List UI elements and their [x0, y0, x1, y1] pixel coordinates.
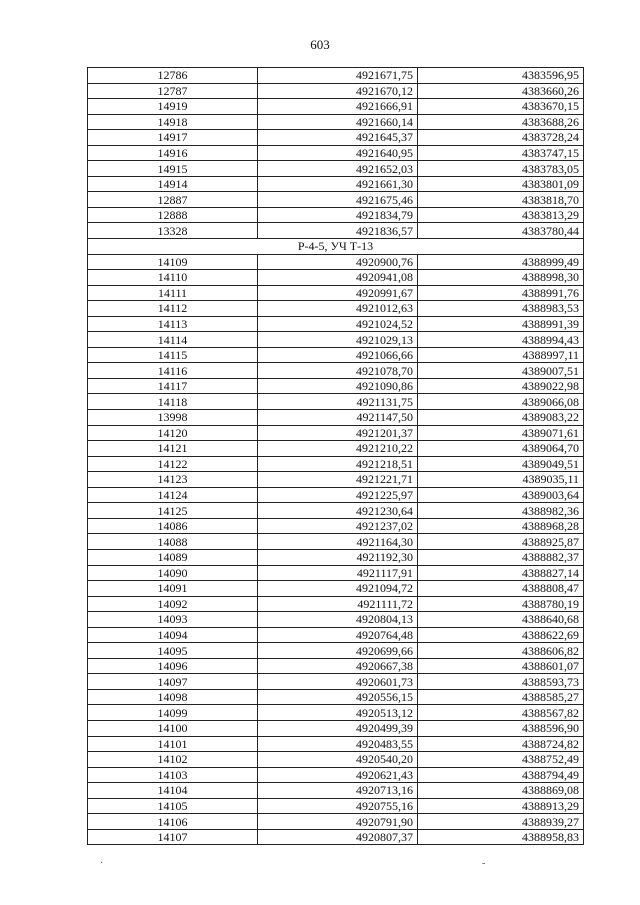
- point-number-cell: 14125: [88, 503, 258, 519]
- y-coordinate-cell: 4383596,95: [418, 68, 584, 84]
- x-coordinate-cell: 4920513,12: [258, 705, 418, 721]
- y-coordinate-cell: 4383670,15: [418, 99, 584, 115]
- table-row: [88, 83, 584, 99]
- point-number-cell: 14115: [88, 347, 258, 363]
- table-row: [88, 130, 584, 146]
- y-coordinate-cell: 4389083,22: [418, 410, 584, 426]
- table-row: [88, 99, 584, 115]
- table-row: [88, 658, 584, 674]
- point-number-cell: 14103: [88, 767, 258, 783]
- x-coordinate-cell: 4921652,03: [258, 161, 418, 177]
- point-number-cell: 14918: [88, 114, 258, 130]
- y-coordinate-cell: 4383728,24: [418, 130, 584, 146]
- point-number-cell: 14090: [88, 565, 258, 581]
- table-row: [88, 410, 584, 426]
- y-coordinate-cell: 4388968,28: [418, 518, 584, 534]
- table-row: [88, 425, 584, 441]
- x-coordinate-cell: 4921078,70: [258, 363, 418, 379]
- point-number-cell: 14088: [88, 534, 258, 550]
- table-row: [88, 192, 584, 208]
- point-number-cell: 14097: [88, 674, 258, 690]
- section-title: Р-4-5, УЧ Т-13: [88, 239, 584, 255]
- y-coordinate-cell: 4388601,07: [418, 658, 584, 674]
- y-coordinate-cell: 4388827,14: [418, 565, 584, 581]
- table-row: [88, 596, 584, 612]
- y-coordinate-cell: 4389022,98: [418, 378, 584, 394]
- point-number-cell: 14102: [88, 752, 258, 768]
- table-row: [88, 612, 584, 628]
- y-coordinate-cell: 4388794,49: [418, 767, 584, 783]
- table-row: [88, 68, 584, 84]
- x-coordinate-cell: 4921012,63: [258, 301, 418, 317]
- y-coordinate-cell: 4383813,29: [418, 207, 584, 223]
- y-coordinate-cell: 4388882,37: [418, 549, 584, 565]
- table-row: [88, 332, 584, 348]
- x-coordinate-cell: 4921834,79: [258, 207, 418, 223]
- x-coordinate-cell: 4921029,13: [258, 332, 418, 348]
- y-coordinate-cell: 4388593,73: [418, 674, 584, 690]
- point-number-cell: 14093: [88, 612, 258, 628]
- point-number-cell: 13328: [88, 223, 258, 239]
- table-row: [88, 829, 584, 845]
- x-coordinate-cell: 4921210,22: [258, 441, 418, 457]
- table-row: [88, 145, 584, 161]
- y-coordinate-cell: 4388991,76: [418, 285, 584, 301]
- table-row: [88, 472, 584, 488]
- y-coordinate-cell: 4383801,09: [418, 176, 584, 192]
- y-coordinate-cell: 4388752,49: [418, 752, 584, 768]
- point-number-cell: 14123: [88, 472, 258, 488]
- table-row: [88, 270, 584, 286]
- y-coordinate-cell: 4388567,82: [418, 705, 584, 721]
- scan-mark: ·: [100, 858, 104, 869]
- y-coordinate-cell: 4389003,64: [418, 487, 584, 503]
- y-coordinate-cell: 4388958,83: [418, 829, 584, 845]
- y-coordinate-cell: 4383780,44: [418, 223, 584, 239]
- table-row: [88, 534, 584, 550]
- table-row: [88, 114, 584, 130]
- x-coordinate-cell: 4920807,37: [258, 829, 418, 845]
- table-row: [88, 254, 584, 270]
- table-row: [88, 736, 584, 752]
- x-coordinate-cell: 4921671,75: [258, 68, 418, 84]
- point-number-cell: 14110: [88, 270, 258, 286]
- x-coordinate-cell: 4921024,52: [258, 316, 418, 332]
- table-row: [88, 207, 584, 223]
- y-coordinate-cell: 4388997,11: [418, 347, 584, 363]
- point-number-cell: 14915: [88, 161, 258, 177]
- point-number-cell: 14091: [88, 581, 258, 597]
- point-number-cell: 12787: [88, 83, 258, 99]
- x-coordinate-cell: 4921201,37: [258, 425, 418, 441]
- x-coordinate-cell: 4921640,95: [258, 145, 418, 161]
- x-coordinate-cell: 4920699,66: [258, 643, 418, 659]
- point-number-cell: 14113: [88, 316, 258, 332]
- y-coordinate-cell: 4389064,70: [418, 441, 584, 457]
- table-row: [88, 783, 584, 799]
- x-coordinate-cell: 4921221,71: [258, 472, 418, 488]
- y-coordinate-cell: 4388991,39: [418, 316, 584, 332]
- table-row: [88, 456, 584, 472]
- x-coordinate-cell: 4920900,76: [258, 254, 418, 270]
- table-section-row: [88, 239, 584, 255]
- table-row: [88, 689, 584, 705]
- x-coordinate-cell: 4920764,48: [258, 627, 418, 643]
- point-number-cell: 14101: [88, 736, 258, 752]
- x-coordinate-cell: 4921666,91: [258, 99, 418, 115]
- table-row: [88, 347, 584, 363]
- x-coordinate-cell: 4921660,14: [258, 114, 418, 130]
- x-coordinate-cell: 4921131,75: [258, 394, 418, 410]
- x-coordinate-cell: 4921192,30: [258, 549, 418, 565]
- x-coordinate-cell: 4920540,20: [258, 752, 418, 768]
- table-row: [88, 752, 584, 768]
- x-coordinate-cell: 4921237,02: [258, 518, 418, 534]
- y-coordinate-cell: 4388780,19: [418, 596, 584, 612]
- x-coordinate-cell: 4920667,38: [258, 658, 418, 674]
- y-coordinate-cell: 4388869,08: [418, 783, 584, 799]
- x-coordinate-cell: 4920991,67: [258, 285, 418, 301]
- x-coordinate-cell: 4921836,57: [258, 223, 418, 239]
- y-coordinate-cell: 4383783,05: [418, 161, 584, 177]
- table-row: [88, 161, 584, 177]
- point-number-cell: 14916: [88, 145, 258, 161]
- point-number-cell: 14089: [88, 549, 258, 565]
- point-number-cell: 14111: [88, 285, 258, 301]
- point-number-cell: 12887: [88, 192, 258, 208]
- table-row: [88, 565, 584, 581]
- point-number-cell: 14107: [88, 829, 258, 845]
- table-row: [88, 643, 584, 659]
- y-coordinate-cell: 4388913,29: [418, 798, 584, 814]
- y-coordinate-cell: 4388622,69: [418, 627, 584, 643]
- point-number-cell: 14122: [88, 456, 258, 472]
- table-body: [88, 68, 584, 845]
- point-number-cell: 14109: [88, 254, 258, 270]
- point-number-cell: 14919: [88, 99, 258, 115]
- table-row: [88, 285, 584, 301]
- x-coordinate-cell: 4921225,97: [258, 487, 418, 503]
- point-number-cell: 14118: [88, 394, 258, 410]
- table-row: [88, 394, 584, 410]
- x-coordinate-cell: 4920941,08: [258, 270, 418, 286]
- y-coordinate-cell: 4388983,53: [418, 301, 584, 317]
- table-row: [88, 316, 584, 332]
- point-number-cell: 14117: [88, 378, 258, 394]
- y-coordinate-cell: 4383660,26: [418, 83, 584, 99]
- x-coordinate-cell: 4921661,30: [258, 176, 418, 192]
- x-coordinate-cell: 4920804,13: [258, 612, 418, 628]
- x-coordinate-cell: 4921090,86: [258, 378, 418, 394]
- x-coordinate-cell: 4921164,30: [258, 534, 418, 550]
- point-number-cell: 14120: [88, 425, 258, 441]
- point-number-cell: 14099: [88, 705, 258, 721]
- point-number-cell: 13998: [88, 410, 258, 426]
- point-number-cell: 14917: [88, 130, 258, 146]
- x-coordinate-cell: 4921111,72: [258, 596, 418, 612]
- y-coordinate-cell: 4389071,61: [418, 425, 584, 441]
- y-coordinate-cell: 4389035,11: [418, 472, 584, 488]
- y-coordinate-cell: 4388596,90: [418, 720, 584, 736]
- x-coordinate-cell: 4920556,15: [258, 689, 418, 705]
- table-row: [88, 378, 584, 394]
- point-number-cell: 14096: [88, 658, 258, 674]
- x-coordinate-cell: 4921675,46: [258, 192, 418, 208]
- x-coordinate-cell: 4921670,12: [258, 83, 418, 99]
- y-coordinate-cell: 4383818,70: [418, 192, 584, 208]
- table-row: [88, 767, 584, 783]
- y-coordinate-cell: 4388999,49: [418, 254, 584, 270]
- y-coordinate-cell: 4388640,68: [418, 612, 584, 628]
- y-coordinate-cell: 4388998,30: [418, 270, 584, 286]
- x-coordinate-cell: 4920499,39: [258, 720, 418, 736]
- table-row: [88, 798, 584, 814]
- y-coordinate-cell: 4383688,26: [418, 114, 584, 130]
- x-coordinate-cell: 4921645,37: [258, 130, 418, 146]
- table-row: [88, 814, 584, 830]
- y-coordinate-cell: 4388982,36: [418, 503, 584, 519]
- point-number-cell: 14105: [88, 798, 258, 814]
- table-row: [88, 549, 584, 565]
- table-row: [88, 720, 584, 736]
- y-coordinate-cell: 4388808,47: [418, 581, 584, 597]
- y-coordinate-cell: 4389049,51: [418, 456, 584, 472]
- point-number-cell: 14914: [88, 176, 258, 192]
- table-row: [88, 627, 584, 643]
- point-number-cell: 14086: [88, 518, 258, 534]
- y-coordinate-cell: 4389007,51: [418, 363, 584, 379]
- point-number-cell: 14106: [88, 814, 258, 830]
- point-number-cell: 12888: [88, 207, 258, 223]
- x-coordinate-cell: 4920601,73: [258, 674, 418, 690]
- table-row: [88, 705, 584, 721]
- y-coordinate-cell: 4383747,15: [418, 145, 584, 161]
- table-row: [88, 223, 584, 239]
- point-number-cell: 14124: [88, 487, 258, 503]
- table-row: [88, 176, 584, 192]
- x-coordinate-cell: 4921066,66: [258, 347, 418, 363]
- x-coordinate-cell: 4920621,43: [258, 767, 418, 783]
- table-row: [88, 363, 584, 379]
- page-number: 603: [310, 37, 330, 52]
- point-number-cell: 14095: [88, 643, 258, 659]
- x-coordinate-cell: 4921218,51: [258, 456, 418, 472]
- point-number-cell: 14094: [88, 627, 258, 643]
- point-number-cell: 14114: [88, 332, 258, 348]
- table-row: [88, 674, 584, 690]
- table-row: [88, 581, 584, 597]
- x-coordinate-cell: 4921094,72: [258, 581, 418, 597]
- y-coordinate-cell: 4388939,27: [418, 814, 584, 830]
- table-row: [88, 487, 584, 503]
- x-coordinate-cell: 4921147,50: [258, 410, 418, 426]
- y-coordinate-cell: 4388925,87: [418, 534, 584, 550]
- y-coordinate-cell: 4389066,08: [418, 394, 584, 410]
- scan-mark: -: [482, 858, 486, 869]
- point-number-cell: 14098: [88, 689, 258, 705]
- y-coordinate-cell: 4388606,82: [418, 643, 584, 659]
- table-row: [88, 301, 584, 317]
- table-row: [88, 518, 584, 534]
- x-coordinate-cell: 4920755,16: [258, 798, 418, 814]
- point-number-cell: 14100: [88, 720, 258, 736]
- point-number-cell: 14092: [88, 596, 258, 612]
- coordinates-table: [87, 67, 584, 845]
- point-number-cell: 14116: [88, 363, 258, 379]
- table-row: [88, 503, 584, 519]
- table-row: [88, 441, 584, 457]
- x-coordinate-cell: 4921230,64: [258, 503, 418, 519]
- x-coordinate-cell: 4921117,91: [258, 565, 418, 581]
- y-coordinate-cell: 4388585,27: [418, 689, 584, 705]
- y-coordinate-cell: 4388994,43: [418, 332, 584, 348]
- point-number-cell: 14121: [88, 441, 258, 457]
- x-coordinate-cell: 4920791,90: [258, 814, 418, 830]
- y-coordinate-cell: 4388724,82: [418, 736, 584, 752]
- x-coordinate-cell: 4920713,16: [258, 783, 418, 799]
- x-coordinate-cell: 4920483,55: [258, 736, 418, 752]
- point-number-cell: 12786: [88, 68, 258, 84]
- point-number-cell: 14112: [88, 301, 258, 317]
- point-number-cell: 14104: [88, 783, 258, 799]
